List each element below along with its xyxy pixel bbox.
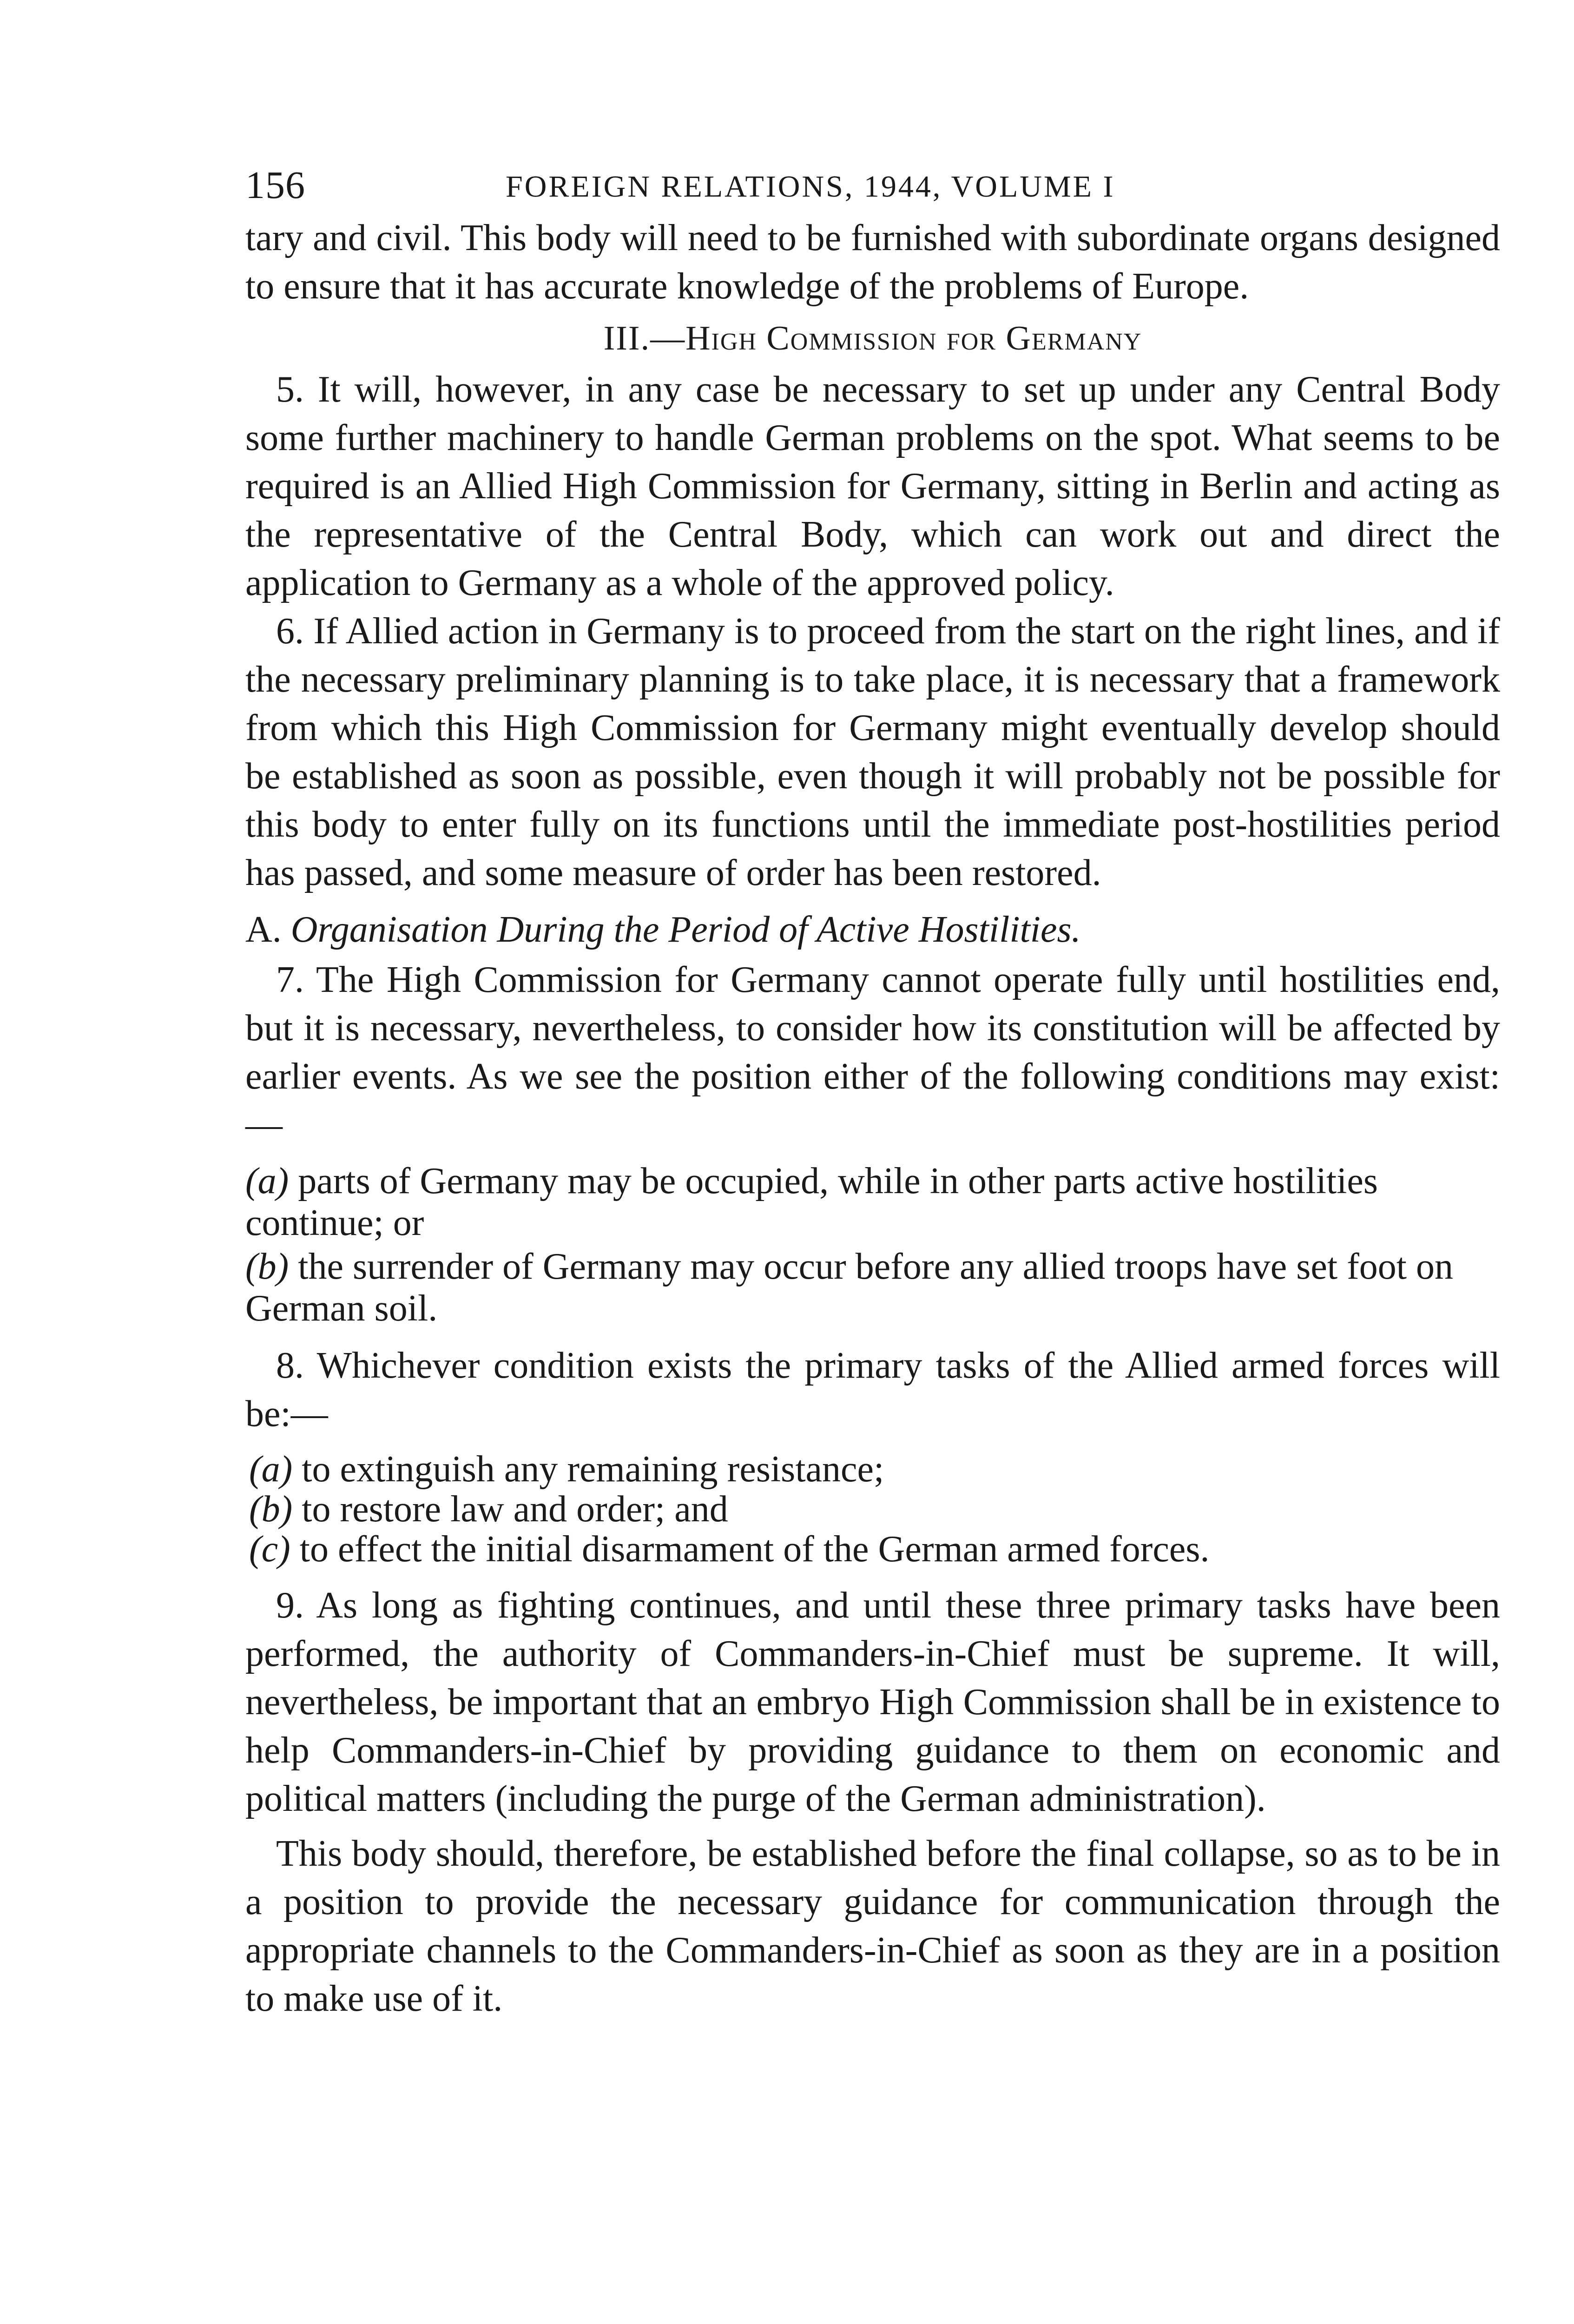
paragraph-8: 8. Whichever condition exists the primary tasks of the Allied armed forces will be:— <box>245 1345 1500 1434</box>
subheading <box>245 905 1500 954</box>
running-title: FOREIGN RELATIONS, 1944, VOLUME I <box>506 170 1115 204</box>
list-marker: (a) <box>245 1161 289 1202</box>
list-marker: (b) <box>249 1489 293 1530</box>
list-text: parts of Germany may be occupied, while in other parts active hostilities continue; or <box>245 1161 1378 1243</box>
conditions-list <box>245 1160 1500 1329</box>
paragraph-9: 9. As long as fighting continues, and until these three primary tasks have been performed, the authority of Commanders-in-Chief must be supreme. It will, nevertheless, be important that an embryo High Commission shall be in existence to help Commanders-in-Chief by providing guidance to them on economic and political matters (including the purge of the German administration). <box>245 1585 1500 1819</box>
list-item <box>245 1489 1500 1529</box>
list-item <box>245 1246 1500 1329</box>
list-marker: (a) <box>249 1449 293 1490</box>
list-text: to effect the initial disarmament of the German armed forces. <box>299 1529 1210 1570</box>
paragraph-7: 7. The High Commission for Germany cannot operate fully until hostilities end, but it is necessary, nevertheless, to consider how its constitution will be affected by earlier events. As we see the position either of the following conditions may exist:— <box>245 959 1500 1145</box>
page-number: 156 <box>245 164 305 207</box>
document-page <box>245 163 1500 2023</box>
list-marker: (b) <box>245 1246 289 1287</box>
running-header <box>245 163 1500 214</box>
list-marker: (c) <box>249 1529 290 1570</box>
paragraph-6: 6. If Allied action in Germany is to proceed from the start on the right lines, and if the necessary preliminary planning is to take place, it is necessary that a framework from which this High Commission for Germany might eventually develop should be established as soon as possible, even though it will probably not be possible for this body to enter fully on its functions until the immediate post-hostilities period has passed, and some measure of order has been restored. <box>245 611 1500 893</box>
list-text: the surrender of Germany may occur before any allied troops have set foot on German soil. <box>245 1246 1454 1329</box>
list-text: to extinguish any remaining resistance; <box>302 1449 884 1490</box>
subheading-label: A. <box>245 909 282 950</box>
section-heading: III.—High Commission for Germany <box>603 319 1142 357</box>
list-item <box>245 1449 1500 1489</box>
tasks-list <box>245 1449 1500 1569</box>
list-text: to restore law and order; and <box>302 1489 728 1530</box>
list-item <box>245 1529 1500 1569</box>
continuation-paragraph: tary and civil. This body will need to be furnished with subordinate organs designed to ensure that it has accurate knowledge of the problems of Europe. <box>245 218 1500 307</box>
paragraph-10: This body should, therefore, be established before the final collapse, so as to be in a position to provide the necessary guidance for communication through the appropriate channels to the Commanders-in-Chief as soon as they are in a position to make use of it. <box>245 1833 1500 2019</box>
paragraph-5: 5. It will, however, in any case be necessary to set up under any Central Body some further machinery to handle German problems on the spot. What seems to be required is an Allied High Commission for Germany, sitting in Berlin and acting as the representative of the Central Body, which can work out and direct the application to Germany as a whole of the approved policy. <box>245 369 1500 603</box>
subheading-text: Organisation During the Period of Active Hostilities. <box>290 909 1081 950</box>
list-item <box>245 1160 1500 1244</box>
